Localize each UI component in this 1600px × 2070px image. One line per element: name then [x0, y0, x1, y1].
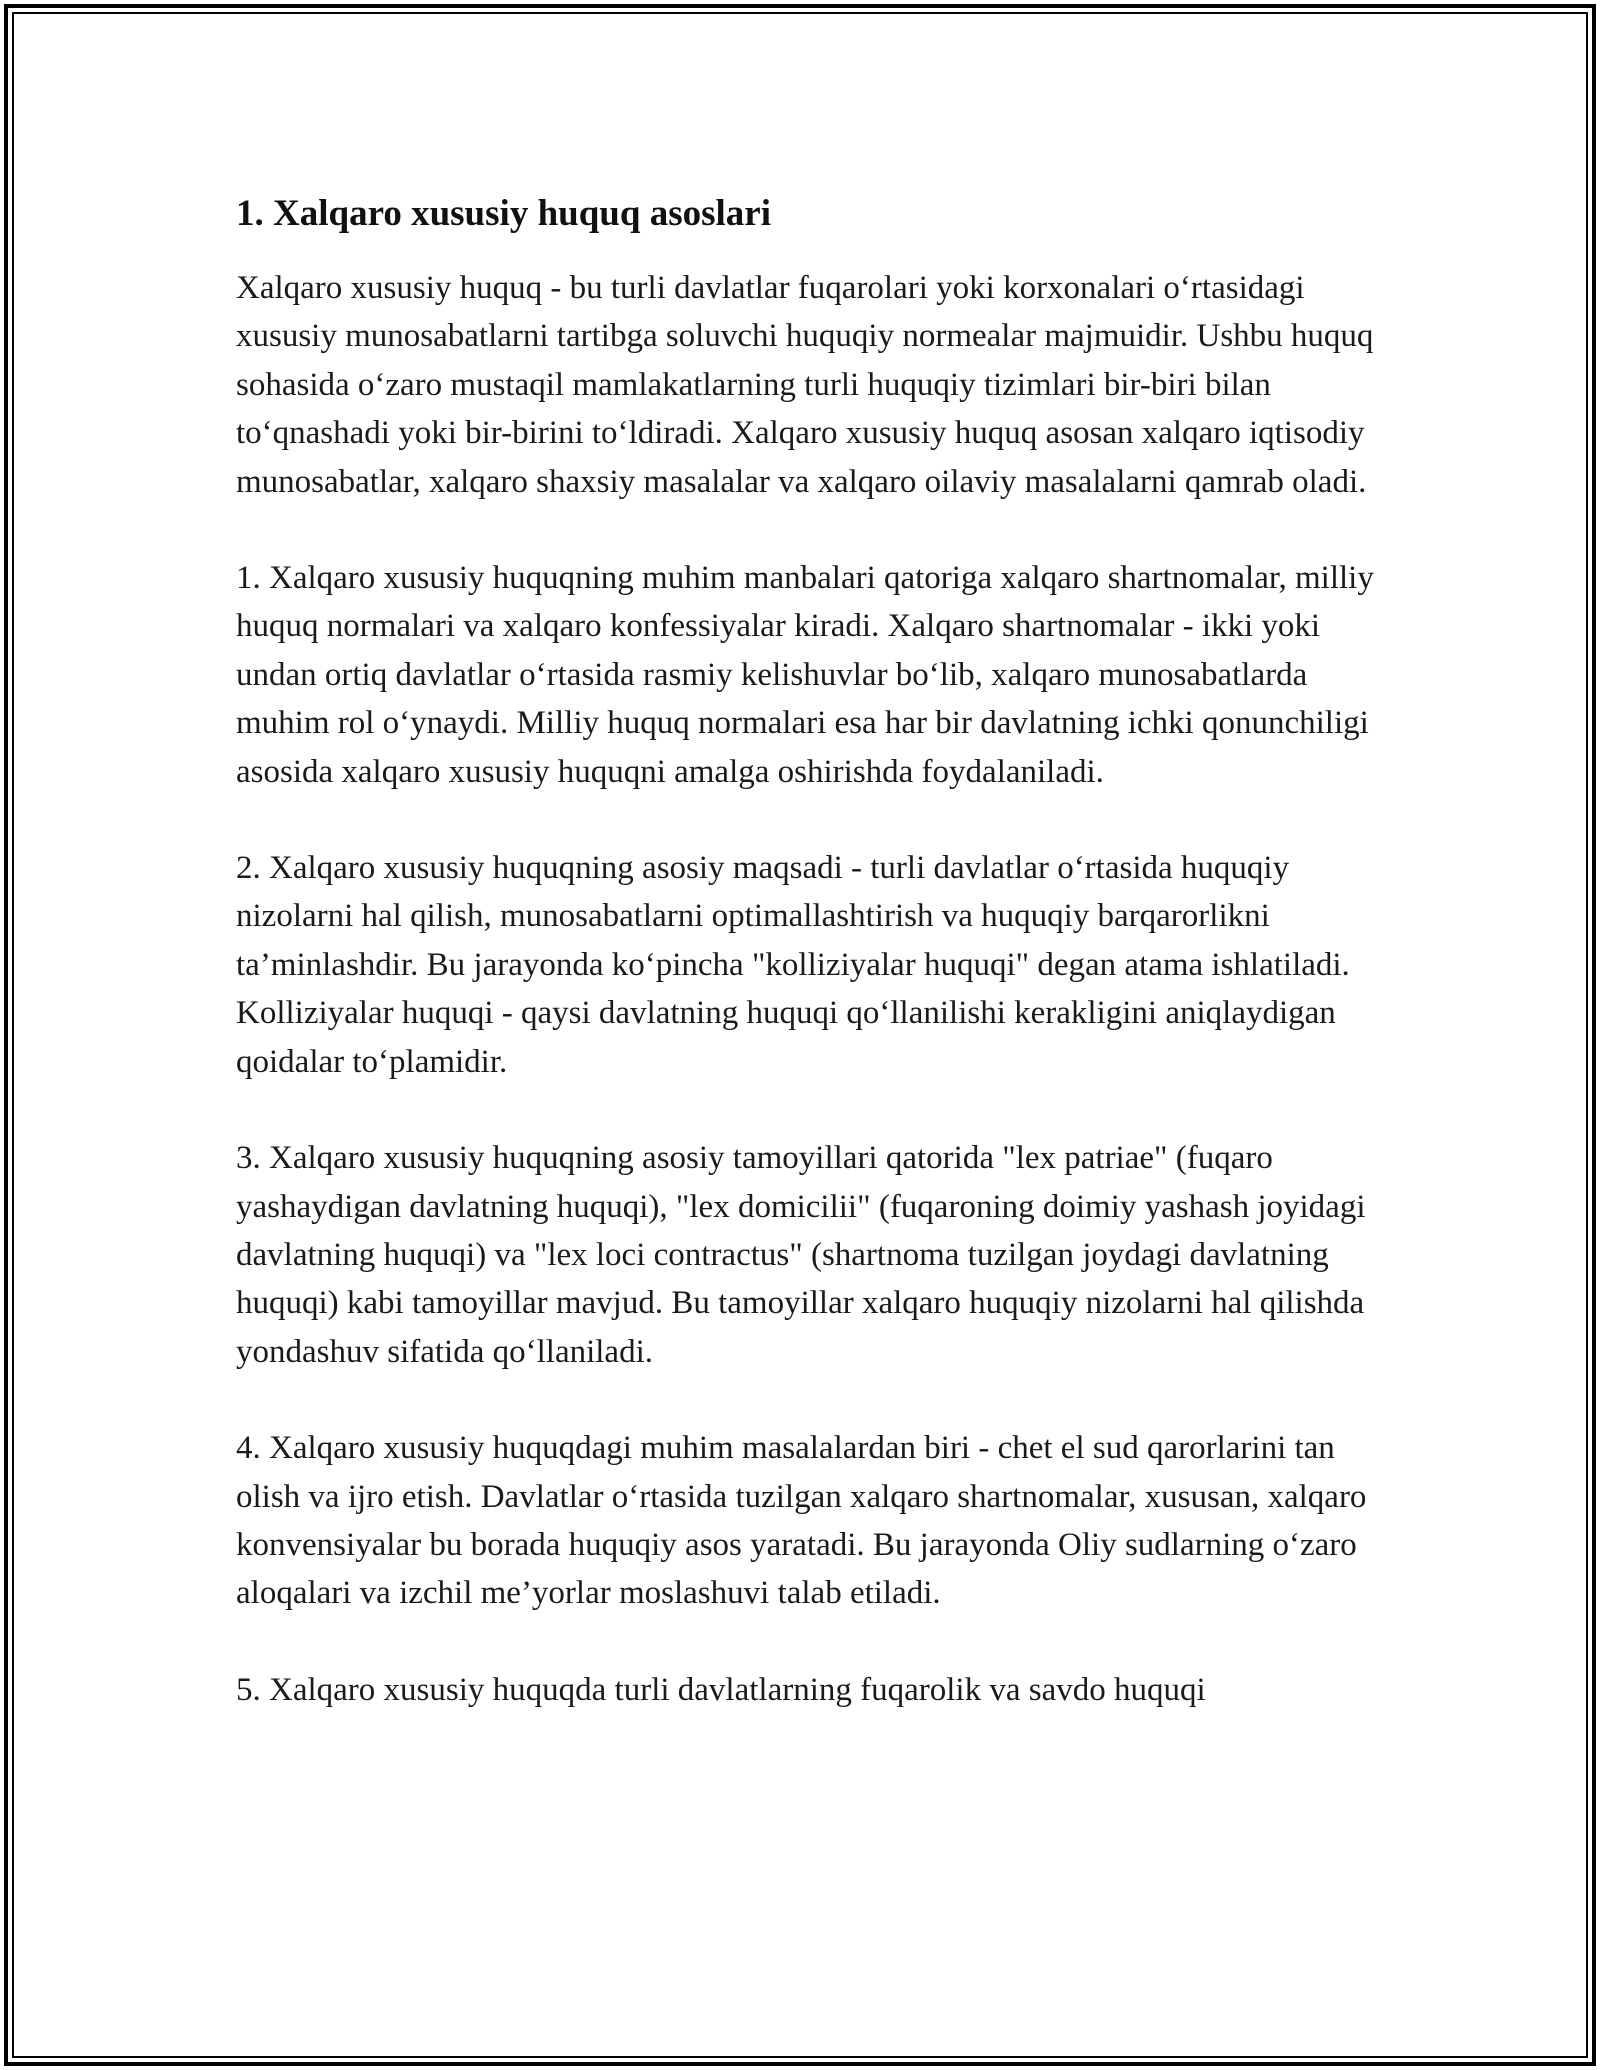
- paragraph-5: 5. Xalqaro xususiy huquqda turli davlatlarning fuqarolik va savdo huquqi: [236, 1671, 1206, 1708]
- document-heading: 1. Xalqaro xususiy huquq asoslari: [236, 193, 771, 234]
- paragraph-4: 4. Xalqaro xususiy huquqdagi muhim masalalardan biri - chet el sud qarorlarini tan olish va ijro etish. Davlatlar o‘rtasida tuzilgan xalqaro shartnomalar, xususan, xalqaro konvensiyalar bu borada huquqiy asos yaratadi. Bu jarayonda Oliy sudlarning o‘zaro aloqalari va izchil me’yorlar moslashuvi talab etiladi.: [236, 1430, 1367, 1612]
- paragraph-2: 2. Xalqaro xususiy huquqning asosiy maqsadi - turli davlatlar o‘rtasida huquqiy nizolarni hal qilish, munosabatlarni optimallashtirish va huquqiy barqarorlikni ta’minlashdir. Bu jarayonda ko‘pincha "kolliziyalar huquqi" degan atama ishlatiladi. Kolliziyalar huquqi - qaysi davlatning huquqi qo‘llanilishi kerakligini aniqlaydigan qoidalar to‘plamidir.: [236, 850, 1350, 1080]
- paragraph-intro: Xalqaro xususiy huquq - bu turli davlatlar fuqarolari yoki korxonalari o‘rtasidagi xususiy munosabatlarni tartibga soluvchi huquqiy normealar majmuidir. Ushbu huquq sohasida o‘zaro mustaqil mamlakatlarning turli huquqiy tizimlari bir-biri bilan to‘qnashadi yoki bir-birini to‘ldiradi. Xalqaro xususiy huquq asosan xalqaro iqtisodiy munosabatlar, xalqaro shaxsiy masalalar va xalqaro oilaviy masalalarni qamrab oladi.: [236, 270, 1374, 500]
- paragraph-3: 3. Xalqaro xususiy huquqning asosiy tamoyillari qatorida "lex patriae" (fuqaro yashaydigan davlatning huquqi), "lex domicilii" (fuqaroning doimiy yashash joyidagi davlatning huquqi) va "lex loci contractus" (shartnoma tuzilgan joydagi davlatning huquqi) kabi tamoyillar mavjud. Bu tamoyillar xalqaro huquqiy nizolarni hal qilishda yondashuv sifatida qo‘llaniladi.: [236, 1140, 1366, 1370]
- paragraph-1: 1. Xalqaro xususiy huquqning muhim manbalari qatoriga xalqaro shartnomalar, milliy huquq normalari va xalqaro konfessiyalar kiradi. Xalqaro shartnomalar - ikki yoki undan ortiq davlatlar o‘rtasida rasmiy kelishuvlar bo‘lib, xalqaro munosabatlarda muhim rol o‘ynaydi. Milliy huquq normalari esa har bir davlatning ichki qonunchiligi asosida xalqaro xususiy huquqni amalga oshirishda foydalaniladi.: [236, 560, 1374, 790]
- document-body: [236, 186, 1376, 1762]
